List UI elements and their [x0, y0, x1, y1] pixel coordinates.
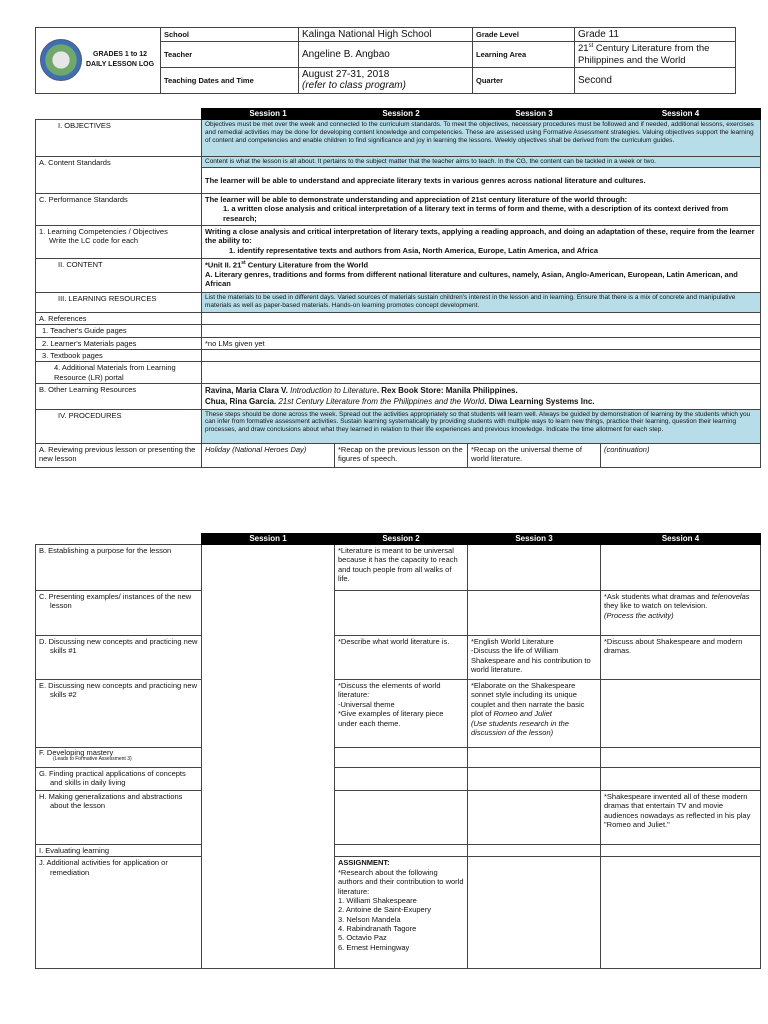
developing-mastery-session-3	[468, 748, 601, 768]
new-concepts-2-session-4	[601, 680, 761, 748]
purpose-session-3	[468, 545, 601, 591]
new-concepts-2-label: E. Discussing new concepts and practicing new skills #2	[36, 680, 202, 748]
assignment-item: 6. Ernest Hemingway	[338, 942, 410, 952]
assignment-item: 2. Antoine de Saint-Exupery	[338, 905, 431, 915]
practical-applications-session-3	[468, 768, 601, 791]
content-standards-label: A. Content Standards	[36, 157, 202, 194]
new-concepts-1-session-3: *English World Literature -Discuss the life of William Shakespeare and his contribution to world literature.	[468, 636, 601, 680]
session-header-row	[36, 109, 761, 120]
performance-standards-label: C. Performance Standards	[36, 193, 202, 225]
procedures-note: These steps should be done across the week. Spread out the activities appropriately so that students will learn well. Always be guided by demonstration of learning by the students which you can infer from formative assessment activities. Sustain learning systematically by providing students with multiple ways to learn new things, practice their learning, question their learning processes, and draw conclusions about what they learned in relation to their life experiences and previous knowledge. Indicate the time allotment for each step.	[202, 409, 761, 443]
header-title-grades: GRADES 1 to 12	[93, 50, 148, 58]
developing-mastery-label: F. Developing mastery (Leads to Formative Assessment 3)	[36, 748, 202, 768]
session-1-column-blank	[202, 545, 335, 969]
practical-applications-session-4	[601, 768, 761, 791]
content-label: II. CONTENT	[36, 258, 202, 292]
session-4-header: Session 4	[601, 109, 761, 120]
examples-session-2	[335, 591, 468, 636]
new-concepts-1-label: D. Discussing new concepts and practicing new skills #1	[36, 636, 202, 680]
purpose-session-4	[601, 545, 761, 591]
assignment-item: 1. William Shakespeare	[338, 895, 417, 905]
session-1-header: Session 1	[202, 109, 335, 120]
lr-portal-value	[202, 362, 761, 384]
deped-seal-logo	[40, 39, 82, 81]
new-concepts-2-session-2: *Discuss the elements of world literature: -Universal theme *Give examples of literary piece under each theme.	[335, 680, 468, 748]
generalizations-session-3	[468, 791, 601, 845]
purpose-session-2: *Literature is meant to be universal because it has the capacity to reach and touch people from all walks of life.	[335, 545, 468, 591]
additional-activities-session-2	[335, 857, 468, 969]
grade-level-value: Grade 11	[575, 28, 736, 42]
developing-mastery-session-2	[335, 748, 468, 768]
header-table	[35, 27, 736, 94]
learning-resources-note: List the materials to be used in different days. Varied sources of materials sustain children's interest in the lesson and in learning. Ensure that there is a mix of concrete and manipulative materials as well as paper-based materials. Hands-on learning promotes concept development.	[202, 292, 761, 312]
reviewing-session-3: *Recap on the universal theme of world literature.	[468, 443, 601, 467]
generalizations-session-4: *Shakespeare invented all of these modern dramas that entertain TV and movie audiences nowadays as reflected in his play "Romeo and Juliet."	[601, 791, 761, 845]
teaching-dates-label: Teaching Dates and Time	[161, 67, 299, 93]
content-standards-text: The learner will be able to understand and appreciate literary texts in various genres across national literature and cultures.	[202, 167, 761, 193]
header-logo-cell	[36, 28, 161, 94]
assignment-title: ASSIGNMENT:	[338, 858, 390, 868]
header-title-dll: DAILY LESSON LOG	[86, 61, 155, 69]
reference-ravina: Ravina, Maria Clara V. Introduction to Literature. Rex Book Store: Manila Philippines.	[205, 386, 518, 396]
session-3-header-2: Session 3	[468, 534, 601, 545]
evaluating-session-2	[335, 845, 468, 857]
assignment-item: 3. Nelson Mandela	[338, 914, 401, 924]
additional-activities-label: J. Additional activities for application or remediation	[36, 857, 202, 969]
session-1-header-2: Session 1	[202, 534, 335, 545]
generalizations-label: H. Making generalizations and abstractions about the lesson	[36, 791, 202, 845]
other-resources-value	[202, 384, 761, 409]
examples-session-4: *Ask students what dramas and telenovelas they like to watch on television. (Process the activity)	[601, 591, 761, 636]
developing-mastery-session-4	[601, 748, 761, 768]
procedures-label: IV. PROCEDURES	[36, 409, 202, 443]
teachers-guide-value	[202, 325, 761, 337]
teaching-dates-value: August 27-31, 2018 (refer to class program)	[299, 67, 473, 93]
assignment-item: 5. Octavio Paz	[338, 933, 387, 943]
additional-activities-session-4	[601, 857, 761, 969]
other-resources-label: B. Other Learning Resources	[36, 384, 202, 409]
lesson-table-bottom	[35, 533, 761, 969]
reference-chua: Chua, Rina Garcia. 21st Century Literature from the Philippines and the World. Diwa Learning Systems Inc.	[205, 397, 595, 407]
practical-applications-session-2	[335, 768, 468, 791]
evaluating-session-4	[601, 845, 761, 857]
teachers-guide-label: 1. Teacher's Guide pages	[36, 325, 202, 337]
new-concepts-1-session-4: *Discuss about Shakespeare and modern dramas.	[601, 636, 761, 680]
content-standards-note: Content is what the lesson is all about. It pertains to the subject matter that the teacher aims to teach. In the CG, the content can be tackled in a week or two.	[202, 157, 761, 168]
learning-resources-label: III. LEARNING RESOURCES	[36, 292, 202, 312]
performance-standards-item: 1. a written close analysis and critical interpretation of a literary text in terms of form and theme, with a description of its context derived from research;	[223, 204, 729, 223]
session-4-header-2: Session 4	[601, 534, 761, 545]
evaluating-session-3	[468, 845, 601, 857]
lr-portal-label: 4. Additional Materials from Learning Resource (LR) portal	[36, 362, 202, 384]
reviewing-session-2: *Recap on the previous lesson on the figures of speech.	[335, 443, 468, 467]
content-text: *Unit II. 21st Century Literature from the World A. Literary genres, traditions and forms from different national literature and cultures, namely, Asian, Anglo-American, European, Latin American, and African	[202, 258, 761, 292]
generalizations-session-2	[335, 791, 468, 845]
session-2-header-2: Session 2	[335, 534, 468, 545]
objectives-note: Objectives must be met over the week and connected to the curriculum standards. To meet the objectives, necessary procedures must be followed and if needed, additional lessons, exercises and remedial activities may be done for developing content knowledge and competencies. These are assessed using Formative Assessment strategies. Valuing objectives support the learning of content and competencies and enable children to find significance and joy in learning the lessons. Weekly objectives shall be derived from the curriculum guides.	[202, 120, 761, 157]
grade-level-label: Grade Level	[473, 28, 575, 42]
learning-area-label: Learning Area	[473, 42, 575, 68]
references-label: A. References	[36, 312, 202, 324]
practical-applications-label: G. Finding practical applications of concepts and skills in daily living	[36, 768, 202, 791]
examples-session-3	[468, 591, 601, 636]
examples-label: C. Presenting examples/ instances of the new lesson	[36, 591, 202, 636]
new-concepts-2-session-3: *Elaborate on the Shakespeare sonnet style including its unique couplet and then narrate the basic plot of Romeo and Juliet (Use students research in the discussion of the lesson)	[468, 680, 601, 748]
learning-competencies-item: 1. identify representative texts and authors from Asia, North America, Europe, Latin America, and Africa	[229, 245, 598, 255]
quarter-value: Second	[575, 67, 736, 93]
textbook-label: 3. Textbook pages	[36, 349, 202, 361]
learning-area-value: 21st Century Literature from the Philippines and the World	[575, 42, 736, 68]
assignment-intro: *Research about the following authors and their contribution to world literature:	[338, 867, 464, 896]
learners-materials-label: 2. Learner's Materials pages	[36, 337, 202, 349]
objectives-label: I. OBJECTIVES	[36, 120, 202, 157]
school-value: Kalinga National High School	[299, 28, 473, 42]
new-concepts-1-session-2: *Describe what world literature is.	[335, 636, 468, 680]
textbook-value	[202, 349, 761, 361]
learners-materials-value: *no LMs given yet	[202, 337, 761, 349]
session-3-header: Session 3	[468, 109, 601, 120]
teacher-value: Angeline B. Angbao	[299, 42, 473, 68]
reviewing-session-1: Holiday (National Heroes Day)	[202, 443, 335, 467]
references-value	[202, 312, 761, 324]
additional-activities-session-3	[468, 857, 601, 969]
learning-competencies-label: 1. Learning Competencies / Objectives Write the LC code for each	[36, 225, 202, 258]
assignment-item: 4. Rabindranath Tagore	[338, 924, 417, 933]
quarter-label: Quarter	[473, 67, 575, 93]
reviewing-session-4: (continuation)	[601, 443, 761, 467]
reviewing-lesson-label: A. Reviewing previous lesson or presenting the new lesson	[36, 443, 202, 467]
teacher-label: Teacher	[161, 42, 299, 68]
evaluating-learning-label: I. Evaluating learning	[36, 845, 202, 857]
lesson-table-top	[35, 108, 761, 468]
performance-standards-text: The learner will be able to demonstrate understanding and appreciation of 21st century literature of the world through: 1. a written close analysis and critical interpretation of a literary text in terms of form and theme, with a description of its context derived from research;	[202, 193, 761, 225]
learning-competencies-text: Writing a close analysis and critical interpretation of literary texts, applying a reading approach, and doing an adaptation of these, require from the learner the ability to: 1. identify representative texts and authors from Asia, North America, Europe, Latin America, and Africa	[202, 225, 761, 258]
school-label: School	[161, 28, 299, 42]
purpose-label: B. Establishing a purpose for the lesson	[36, 545, 202, 591]
session-2-header: Session 2	[335, 109, 468, 120]
session-header-row-2	[36, 534, 761, 545]
